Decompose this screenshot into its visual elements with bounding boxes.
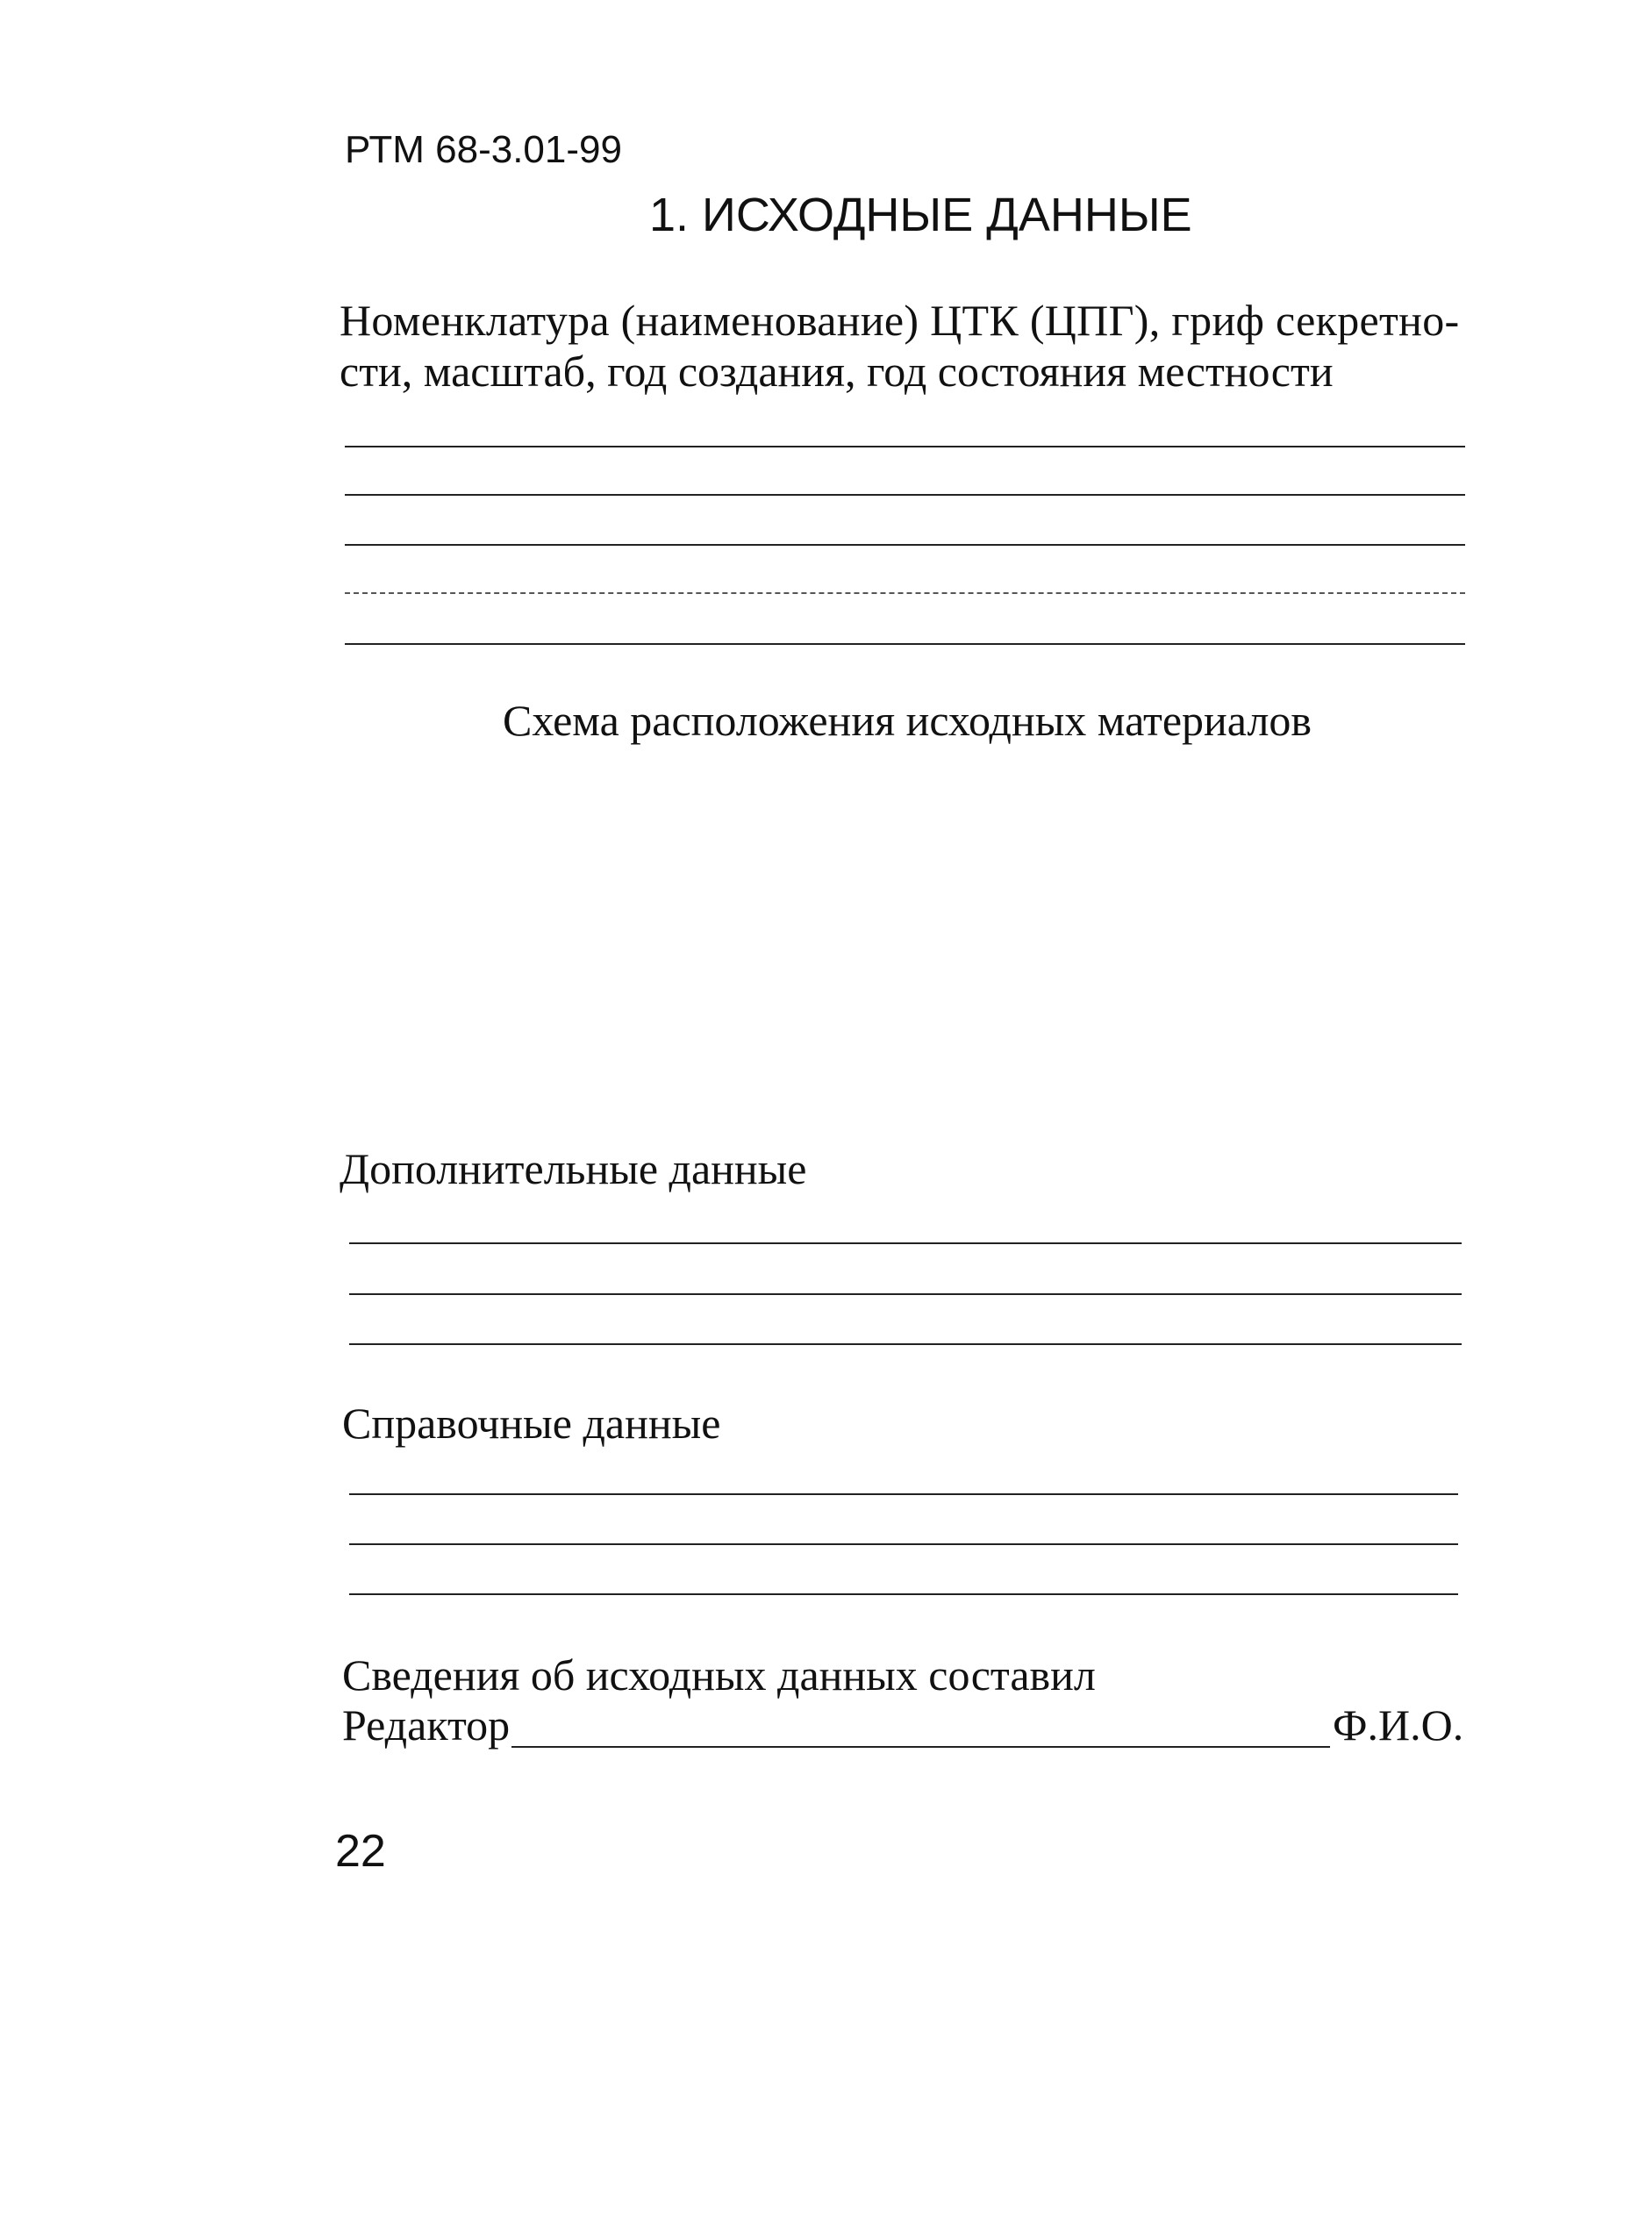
additional-blank-line [349, 1293, 1462, 1295]
nomenclature-blank-line [345, 446, 1465, 447]
compiled-by-line: Сведения об исходных данных составил [342, 1650, 1096, 1700]
editor-signature-line [511, 1746, 1330, 1748]
additional-data-label: Дополнительные данные [340, 1144, 807, 1193]
nomenclature-blank-line [345, 544, 1465, 546]
page-number: 22 [335, 1826, 386, 1877]
reference-data-label: Справочные данные [342, 1399, 721, 1448]
nomenclature-blank-line [345, 643, 1465, 645]
document-code: РТМ 68-3.01-99 [345, 128, 622, 171]
additional-blank-line [349, 1242, 1462, 1244]
nomenclature-blank-line [345, 592, 1465, 594]
reference-blank-line [349, 1543, 1458, 1545]
nomenclature-label-line2: сти, масштаб, год создания, год состояния местности [340, 347, 1334, 396]
reference-blank-line [349, 1593, 1458, 1595]
name-label: Ф.И.О. [1333, 1700, 1464, 1750]
additional-blank-line [349, 1343, 1462, 1345]
editor-label: Редактор [342, 1700, 511, 1750]
scheme-caption: Схема расположения исходных материалов [503, 696, 1312, 745]
nomenclature-blank-line [345, 494, 1465, 496]
section-title: 1. ИСХОДНЫЕ ДАННЫЕ [649, 189, 1192, 241]
reference-blank-line [349, 1493, 1458, 1495]
nomenclature-label-line1: Номенклатура (наименование) ЦТК (ЦПГ), гриф секретно- [340, 296, 1460, 345]
